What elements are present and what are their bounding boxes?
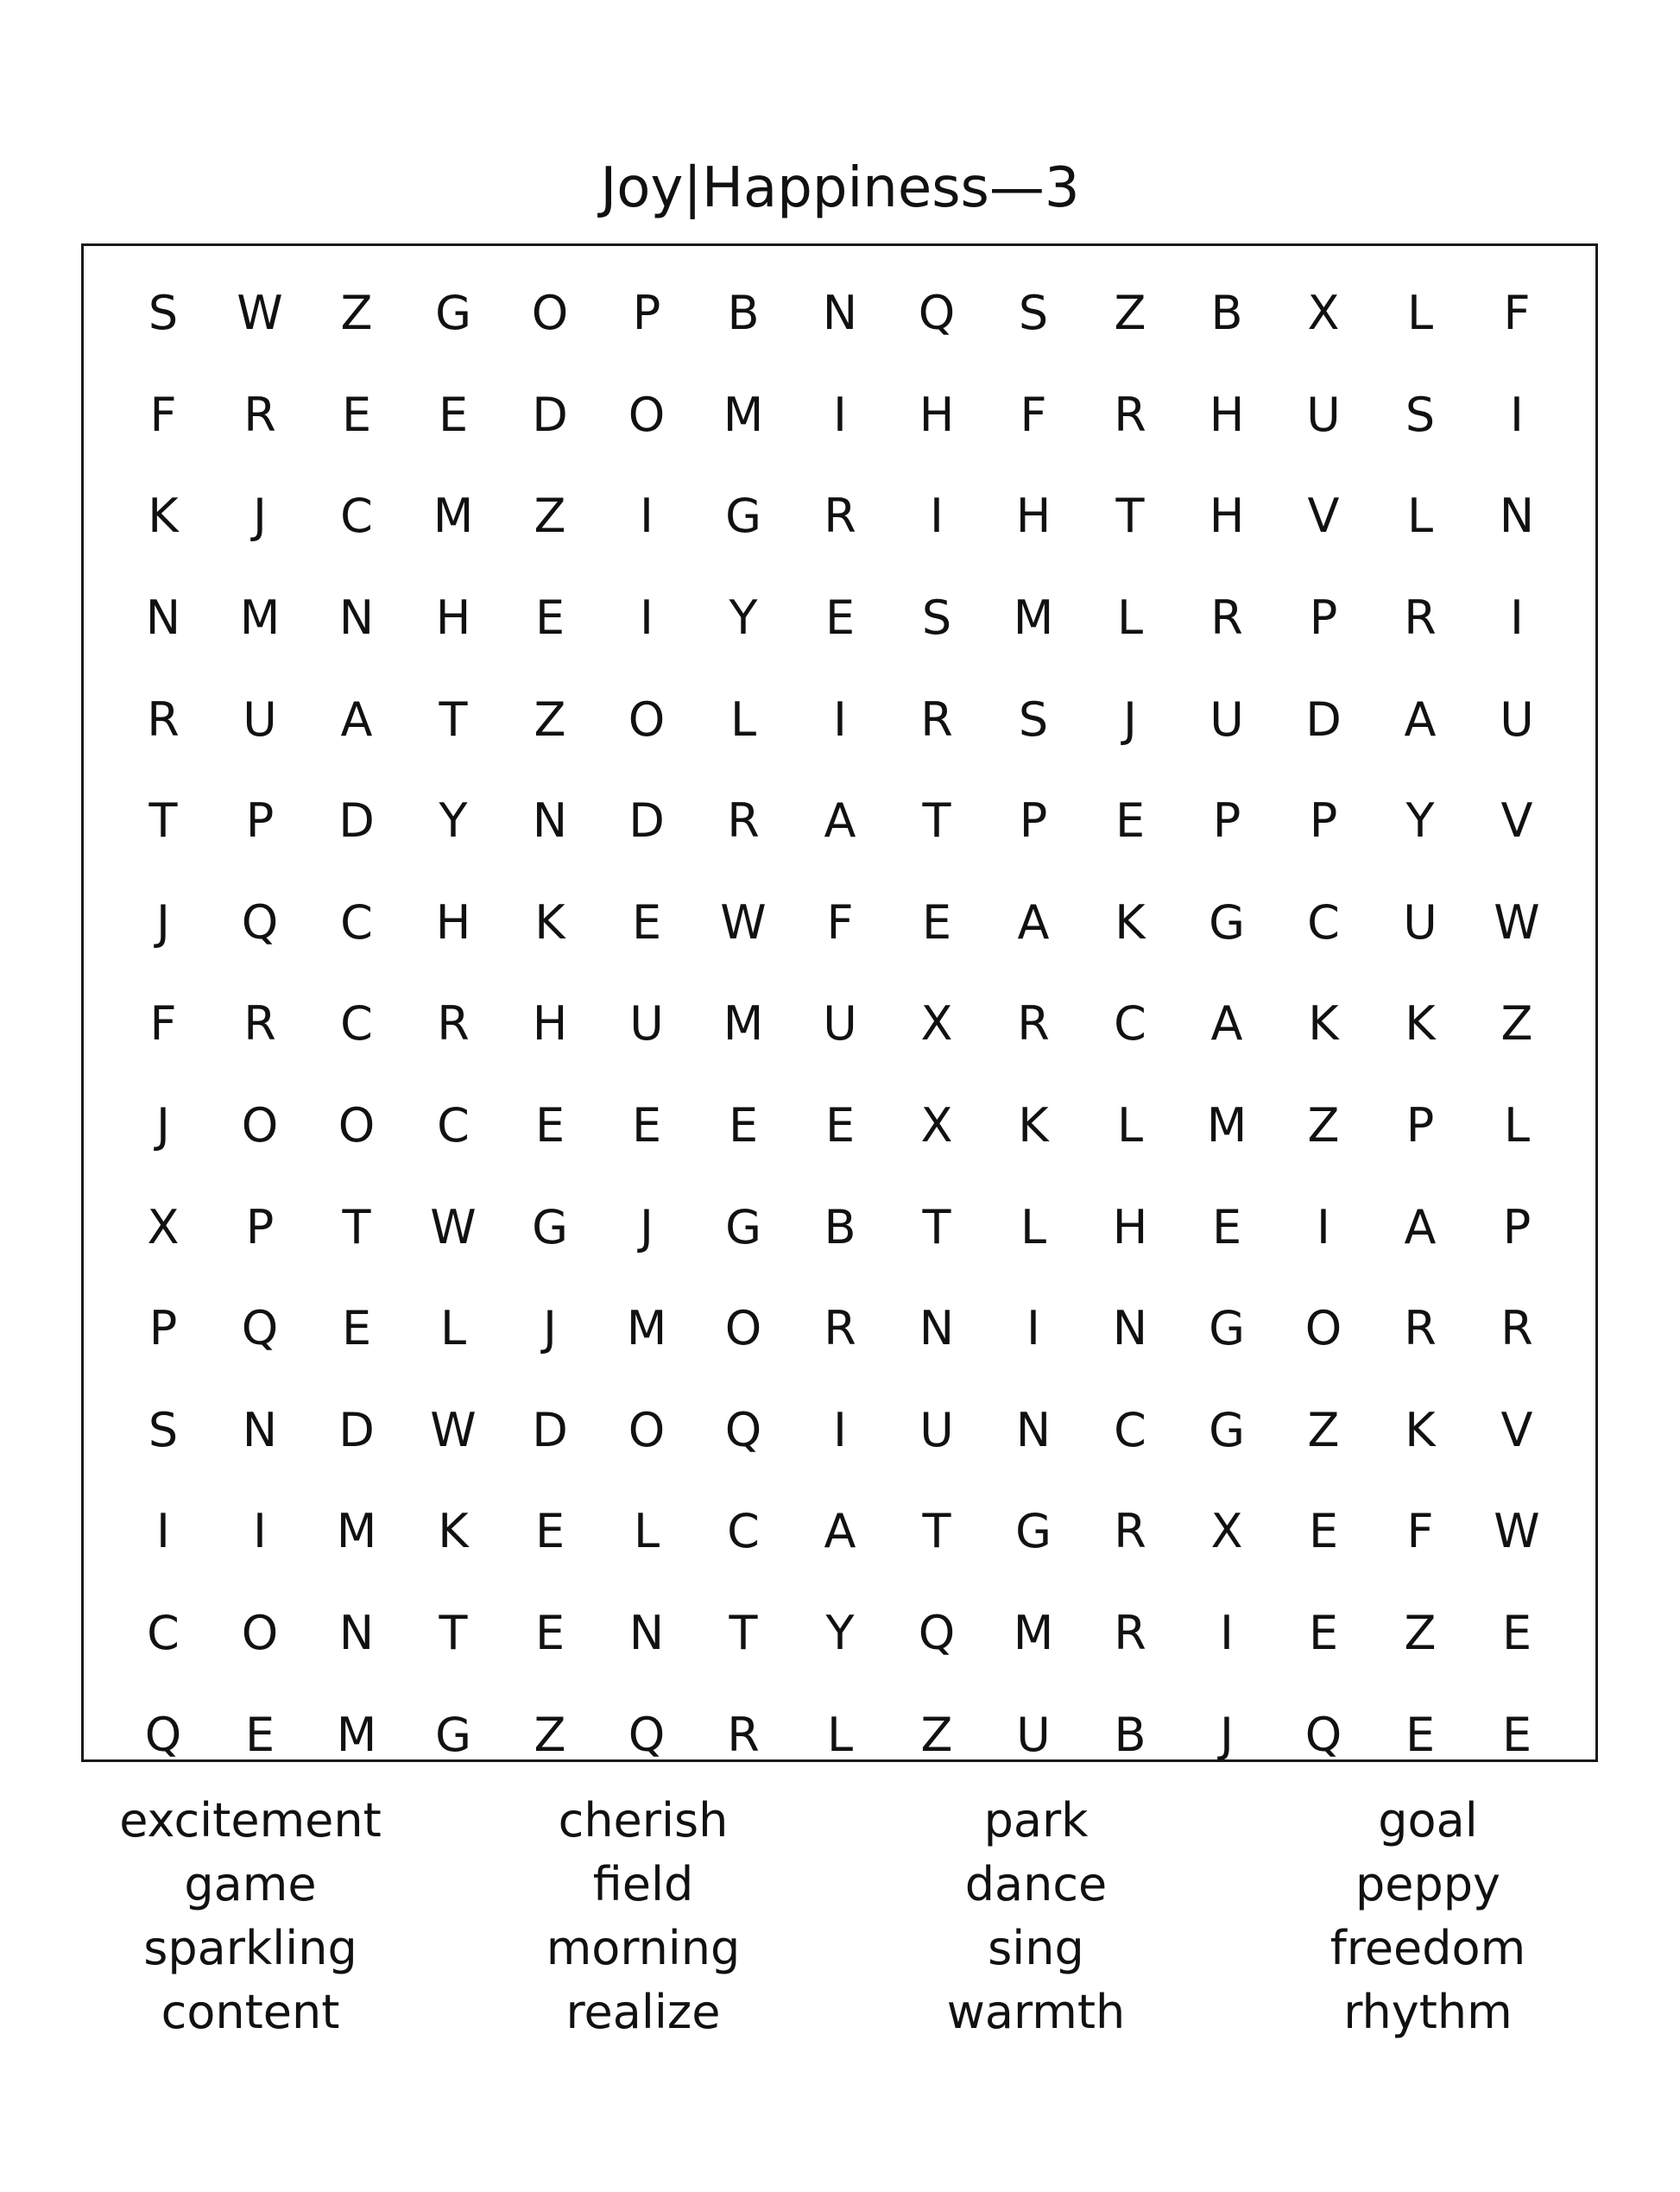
word-list-item: cherish (558, 1793, 729, 1848)
grid-letter[interactable]: S (1018, 286, 1049, 341)
grid-letter[interactable]: K (1308, 996, 1339, 1052)
grid-letter[interactable]: V (1307, 489, 1340, 544)
grid-letter[interactable]: T (922, 1504, 951, 1559)
grid-letter[interactable]: P (1309, 591, 1338, 646)
grid-letter[interactable]: L (1406, 489, 1434, 544)
grid-letter[interactable]: R (1404, 1301, 1437, 1356)
grid-letter[interactable]: R (1114, 1504, 1146, 1559)
grid-letter[interactable]: Q (1304, 1707, 1342, 1762)
grid-letter[interactable]: U (823, 996, 857, 1052)
grid-letter[interactable]: S (148, 1402, 179, 1457)
grid-letter[interactable]: I (1510, 387, 1524, 442)
grid-letter[interactable]: E (824, 591, 856, 646)
grid-letter[interactable]: M (1013, 591, 1054, 646)
grid-letter[interactable]: I (833, 1402, 847, 1457)
grid-letter[interactable]: R (1404, 591, 1437, 646)
grid-letter[interactable]: N (145, 591, 181, 646)
grid-letter[interactable]: S (1405, 387, 1436, 442)
word-list-item: morning (546, 1921, 741, 1975)
grid-letter[interactable]: L (633, 1504, 660, 1559)
grid-letter[interactable]: K (1405, 1402, 1436, 1457)
grid-letter[interactable]: F (1503, 286, 1531, 341)
grid-letter[interactable]: M (336, 1707, 377, 1762)
grid-letter[interactable]: P (245, 793, 275, 849)
grid-letter[interactable]: U (919, 1402, 954, 1457)
grid-letter[interactable]: E (438, 387, 469, 442)
grid-letter[interactable]: U (629, 996, 664, 1052)
grid-letter[interactable]: Y (439, 793, 468, 849)
grid-letter[interactable]: K (1115, 894, 1146, 950)
grid-letter[interactable]: R (243, 387, 276, 442)
grid-letter[interactable]: Y (1405, 793, 1435, 849)
grid-letter[interactable]: P (148, 1301, 178, 1356)
grid-letter[interactable]: K (1018, 1098, 1049, 1153)
grid-letter[interactable]: J (1123, 692, 1137, 747)
grid-letter[interactable]: W (237, 286, 283, 341)
grid-letter[interactable]: H (919, 387, 955, 442)
grid-letter[interactable]: C (1307, 894, 1340, 950)
grid-letter[interactable]: U (1403, 894, 1437, 950)
grid-letter[interactable]: M (1206, 1098, 1247, 1153)
grid-letter[interactable]: L (826, 1707, 854, 1762)
grid-letter[interactable]: H (1112, 1199, 1148, 1254)
grid-letter[interactable]: T (342, 1199, 371, 1254)
grid-letter[interactable]: T (1115, 489, 1145, 544)
grid-letter[interactable]: Z (340, 286, 373, 341)
grid-letter[interactable]: K (438, 1504, 469, 1559)
grid-letter[interactable]: I (1026, 1301, 1040, 1356)
grid-letter[interactable]: A (1017, 894, 1050, 950)
word-bank (0, 1789, 1680, 2048)
grid-letter[interactable]: T (439, 692, 468, 747)
grid-letter[interactable]: X (920, 1098, 953, 1153)
grid-letter[interactable]: Z (1307, 1402, 1340, 1457)
grid-letter[interactable]: N (628, 1606, 665, 1661)
grid-letter[interactable]: G (435, 1707, 471, 1762)
grid-letter[interactable]: A (1404, 692, 1437, 747)
grid-letter[interactable]: Z (534, 489, 566, 544)
grid-letter[interactable]: A (1404, 1199, 1437, 1254)
grid-letter[interactable]: G (1015, 1504, 1052, 1559)
grid-letter[interactable]: W (430, 1402, 477, 1457)
word-list-item: park (983, 1793, 1089, 1848)
grid-letter[interactable]: I (1220, 1606, 1234, 1661)
word-list-item: field (592, 1857, 694, 1911)
grid-letter[interactable]: R (243, 996, 276, 1052)
grid-letter[interactable]: O (628, 1402, 666, 1457)
grid-letter[interactable]: M (723, 387, 764, 442)
grid-letter[interactable]: T (439, 1606, 468, 1661)
grid-letter[interactable]: L (729, 692, 757, 747)
grid-letter[interactable]: R (437, 996, 470, 1052)
grid-letter[interactable]: A (824, 793, 856, 849)
grid-letter[interactable]: P (1405, 1098, 1435, 1153)
grid-letter[interactable]: K (534, 894, 565, 950)
grid-letter[interactable]: F (1020, 387, 1047, 442)
grid-letter[interactable]: I (930, 489, 944, 544)
grid-letter[interactable]: R (920, 692, 953, 747)
grid-letter[interactable]: E (1405, 1707, 1436, 1762)
grid-letter[interactable]: L (1116, 1098, 1144, 1153)
word-list-item: warmth (946, 1985, 1126, 2039)
grid-letter[interactable]: L (1116, 591, 1144, 646)
grid-letter[interactable]: I (156, 1504, 170, 1559)
grid-letter[interactable]: X (1307, 286, 1340, 341)
grid-letter[interactable]: E (341, 1301, 372, 1356)
grid-letter[interactable]: W (430, 1199, 477, 1254)
grid-letter[interactable]: R (824, 1301, 856, 1356)
grid-letter[interactable]: I (640, 591, 654, 646)
grid-letter[interactable]: C (147, 1606, 180, 1661)
grid-letter[interactable]: E (824, 1098, 856, 1153)
grid-letter[interactable]: F (149, 996, 177, 1052)
grid-letter[interactable]: G (725, 1199, 761, 1254)
grid-letter[interactable]: M (723, 996, 764, 1052)
grid-letter[interactable]: H (435, 591, 471, 646)
grid-letter[interactable]: E (1501, 1707, 1532, 1762)
grid-letter[interactable]: E (534, 1504, 565, 1559)
grid-letter[interactable]: Z (534, 1707, 566, 1762)
grid-letter[interactable]: M (626, 1301, 667, 1356)
grid-letter[interactable]: R (727, 1707, 760, 1762)
grid-letter[interactable]: A (824, 1504, 856, 1559)
grid-letter[interactable]: X (1210, 1504, 1243, 1559)
grid-letter[interactable]: R (727, 793, 760, 849)
letter-grid (115, 262, 1565, 1762)
grid-letter[interactable]: M (433, 489, 474, 544)
grid-letter[interactable]: O (628, 387, 666, 442)
word-list-item: goal (1378, 1793, 1478, 1848)
grid-letter[interactable]: B (824, 1199, 856, 1254)
grid-letter[interactable]: R (1017, 996, 1050, 1052)
grid-letter[interactable]: C (340, 489, 373, 544)
grid-letter[interactable]: Z (1114, 286, 1146, 341)
word-list-item: sparkling (143, 1921, 357, 1975)
grid-letter[interactable]: C (340, 894, 373, 950)
grid-letter[interactable]: N (338, 591, 375, 646)
word-column (1255, 1789, 1601, 2044)
grid-letter[interactable]: S (921, 591, 952, 646)
grid-letter[interactable]: D (532, 1402, 568, 1457)
grid-letter[interactable]: P (1502, 1199, 1532, 1254)
grid-letter[interactable]: D (338, 1402, 375, 1457)
word-list-item: freedom (1329, 1921, 1526, 1975)
grid-letter[interactable]: L (1503, 1098, 1531, 1153)
grid-letter[interactable]: G (1209, 1402, 1245, 1457)
grid-letter[interactable]: M (239, 591, 281, 646)
word-list-item: game (184, 1857, 317, 1911)
grid-letter[interactable]: X (920, 996, 953, 1052)
grid-letter[interactable]: R (824, 489, 856, 544)
grid-letter[interactable]: T (148, 793, 178, 849)
grid-letter[interactable]: Q (241, 894, 279, 950)
grid-letter[interactable]: P (1019, 793, 1048, 849)
puzzle-title: Joy|Happiness—3 (600, 156, 1080, 220)
grid-letter[interactable]: D (1305, 692, 1342, 747)
grid-letter[interactable]: M (1013, 1606, 1054, 1661)
grid-letter[interactable]: C (1114, 1402, 1146, 1457)
grid-letter[interactable]: Q (918, 1606, 956, 1661)
grid-letter[interactable]: V (1500, 1402, 1533, 1457)
word-list-item: realize (565, 1985, 721, 2039)
grid-letter[interactable]: T (922, 1199, 951, 1254)
grid-letter[interactable]: W (720, 894, 767, 950)
word-list-item: rhythm (1343, 1985, 1513, 2039)
grid-letter[interactable]: P (1212, 793, 1241, 849)
grid-letter[interactable]: Q (144, 1707, 182, 1762)
grid-letter[interactable]: E (341, 387, 372, 442)
grid-letter[interactable]: G (435, 286, 471, 341)
grid-letter[interactable]: V (1500, 793, 1533, 849)
grid-letter[interactable]: O (1304, 1301, 1342, 1356)
word-list-item: excitement (119, 1793, 382, 1848)
grid-letter[interactable]: I (1510, 591, 1524, 646)
grid-letter[interactable]: A (1210, 996, 1243, 1052)
grid-letter[interactable]: E (631, 894, 662, 950)
grid-letter[interactable]: I (833, 692, 847, 747)
grid-letter[interactable]: E (534, 1098, 565, 1153)
grid-letter[interactable]: J (253, 489, 267, 544)
grid-letter[interactable]: C (727, 1504, 760, 1559)
grid-letter[interactable]: G (532, 1199, 568, 1254)
grid-letter[interactable]: H (532, 996, 568, 1052)
grid-letter[interactable]: R (1500, 1301, 1533, 1356)
grid-letter[interactable]: E (1308, 1504, 1339, 1559)
grid-letter[interactable]: N (822, 286, 858, 341)
grid-letter[interactable]: H (1209, 489, 1245, 544)
grid-letter[interactable]: K (148, 489, 179, 544)
grid-letter[interactable]: E (1211, 1199, 1242, 1254)
grid-letter[interactable]: Z (920, 1707, 953, 1762)
word-list-item: peppy (1355, 1857, 1500, 1911)
grid-letter[interactable]: O (531, 286, 569, 341)
grid-letter[interactable]: U (1306, 387, 1341, 442)
grid-letter[interactable]: N (919, 1301, 955, 1356)
grid-letter[interactable]: C (340, 996, 373, 1052)
grid-letter[interactable]: T (729, 1606, 758, 1661)
grid-letter[interactable]: F (826, 894, 854, 950)
grid-letter[interactable]: E (1308, 1606, 1339, 1661)
grid-letter[interactable]: U (1500, 692, 1534, 747)
grid-letter[interactable]: L (1020, 1199, 1047, 1254)
grid-letter[interactable]: S (1018, 692, 1049, 747)
grid-letter[interactable]: Q (628, 1707, 666, 1762)
grid-letter[interactable]: N (1112, 1301, 1148, 1356)
grid-letter[interactable]: Z (1404, 1606, 1437, 1661)
grid-letter[interactable]: E (534, 591, 565, 646)
grid-letter[interactable]: R (1114, 387, 1146, 442)
grid-letter[interactable]: B (1114, 1707, 1146, 1762)
grid-letter[interactable]: U (243, 692, 277, 747)
grid-letter[interactable]: X (147, 1199, 180, 1254)
grid-letter[interactable]: F (149, 387, 177, 442)
grid-letter[interactable]: Y (729, 591, 758, 646)
grid-letter[interactable]: N (338, 1606, 375, 1661)
grid-letter[interactable]: J (156, 1098, 170, 1153)
grid-letter[interactable]: D (532, 387, 568, 442)
grid-letter[interactable]: C (437, 1098, 470, 1153)
grid-letter[interactable]: Q (241, 1301, 279, 1356)
grid-letter[interactable]: P (1309, 793, 1338, 849)
grid-letter[interactable]: E (1501, 1606, 1532, 1661)
letter-grid-frame (81, 243, 1598, 1762)
grid-letter[interactable]: I (833, 387, 847, 442)
grid-letter[interactable]: U (1209, 692, 1244, 747)
grid-letter[interactable]: J (640, 1199, 654, 1254)
word-list-item: sing (988, 1921, 1084, 1975)
grid-letter[interactable]: B (1210, 286, 1243, 341)
word-column (863, 1789, 1209, 2044)
grid-letter[interactable]: G (1209, 894, 1245, 950)
grid-letter[interactable]: Q (918, 286, 956, 341)
grid-letter[interactable]: R (1114, 1606, 1146, 1661)
grid-letter[interactable]: I (640, 489, 654, 544)
grid-letter[interactable]: I (253, 1504, 267, 1559)
grid-letter[interactable]: K (1405, 996, 1436, 1052)
grid-letter[interactable]: G (1209, 1301, 1245, 1356)
grid-letter[interactable]: E (728, 1098, 759, 1153)
grid-letter[interactable]: Y (825, 1606, 855, 1661)
grid-letter[interactable]: O (241, 1606, 279, 1661)
grid-letter[interactable]: W (1494, 1504, 1540, 1559)
grid-letter[interactable]: A (340, 692, 373, 747)
grid-letter[interactable]: L (439, 1301, 467, 1356)
grid-letter[interactable]: E (534, 1606, 565, 1661)
grid-letter[interactable]: P (632, 286, 661, 341)
grid-letter[interactable]: O (724, 1301, 762, 1356)
grid-letter[interactable]: N (1499, 489, 1535, 544)
grid-letter[interactable]: Z (1307, 1098, 1340, 1153)
grid-letter[interactable]: M (336, 1504, 377, 1559)
grid-letter[interactable]: E (1115, 793, 1146, 849)
grid-letter[interactable]: D (338, 793, 375, 849)
grid-letter[interactable]: Z (1500, 996, 1533, 1052)
grid-letter[interactable]: O (628, 692, 666, 747)
word-column (471, 1789, 816, 2044)
grid-letter[interactable]: I (1317, 1199, 1330, 1254)
grid-letter[interactable]: J (543, 1301, 557, 1356)
grid-letter[interactable]: J (156, 894, 170, 950)
grid-letter[interactable]: E (244, 1707, 275, 1762)
word-column (78, 1789, 423, 2044)
word-list-item: content (161, 1985, 340, 2039)
grid-letter[interactable]: C (1114, 996, 1146, 1052)
grid-letter[interactable]: P (245, 1199, 275, 1254)
grid-letter[interactable]: T (922, 793, 951, 849)
grid-letter[interactable]: E (631, 1098, 662, 1153)
grid-letter[interactable]: D (628, 793, 665, 849)
grid-letter[interactable]: L (1406, 286, 1434, 341)
grid-letter[interactable]: Z (534, 692, 566, 747)
grid-letter[interactable]: H (435, 894, 471, 950)
grid-letter[interactable]: H (1209, 387, 1245, 442)
grid-letter[interactable]: G (725, 489, 761, 544)
grid-letter[interactable]: O (241, 1098, 279, 1153)
grid-letter[interactable]: H (1015, 489, 1052, 544)
grid-letter[interactable]: B (727, 286, 760, 341)
grid-letter[interactable]: N (1015, 1402, 1052, 1457)
grid-letter[interactable]: R (1210, 591, 1243, 646)
grid-letter[interactable]: E (921, 894, 952, 950)
grid-letter[interactable]: F (1406, 1504, 1434, 1559)
grid-letter[interactable]: N (242, 1402, 278, 1457)
word-list-item: dance (964, 1857, 1108, 1911)
grid-letter[interactable]: Q (724, 1402, 762, 1457)
grid-letter[interactable]: S (148, 286, 179, 341)
grid-letter[interactable]: U (1016, 1707, 1051, 1762)
grid-letter[interactable]: J (1220, 1707, 1234, 1762)
grid-letter[interactable]: R (147, 692, 180, 747)
grid-letter[interactable]: O (338, 1098, 376, 1153)
grid-letter[interactable]: N (532, 793, 568, 849)
grid-letter[interactable]: W (1494, 894, 1540, 950)
